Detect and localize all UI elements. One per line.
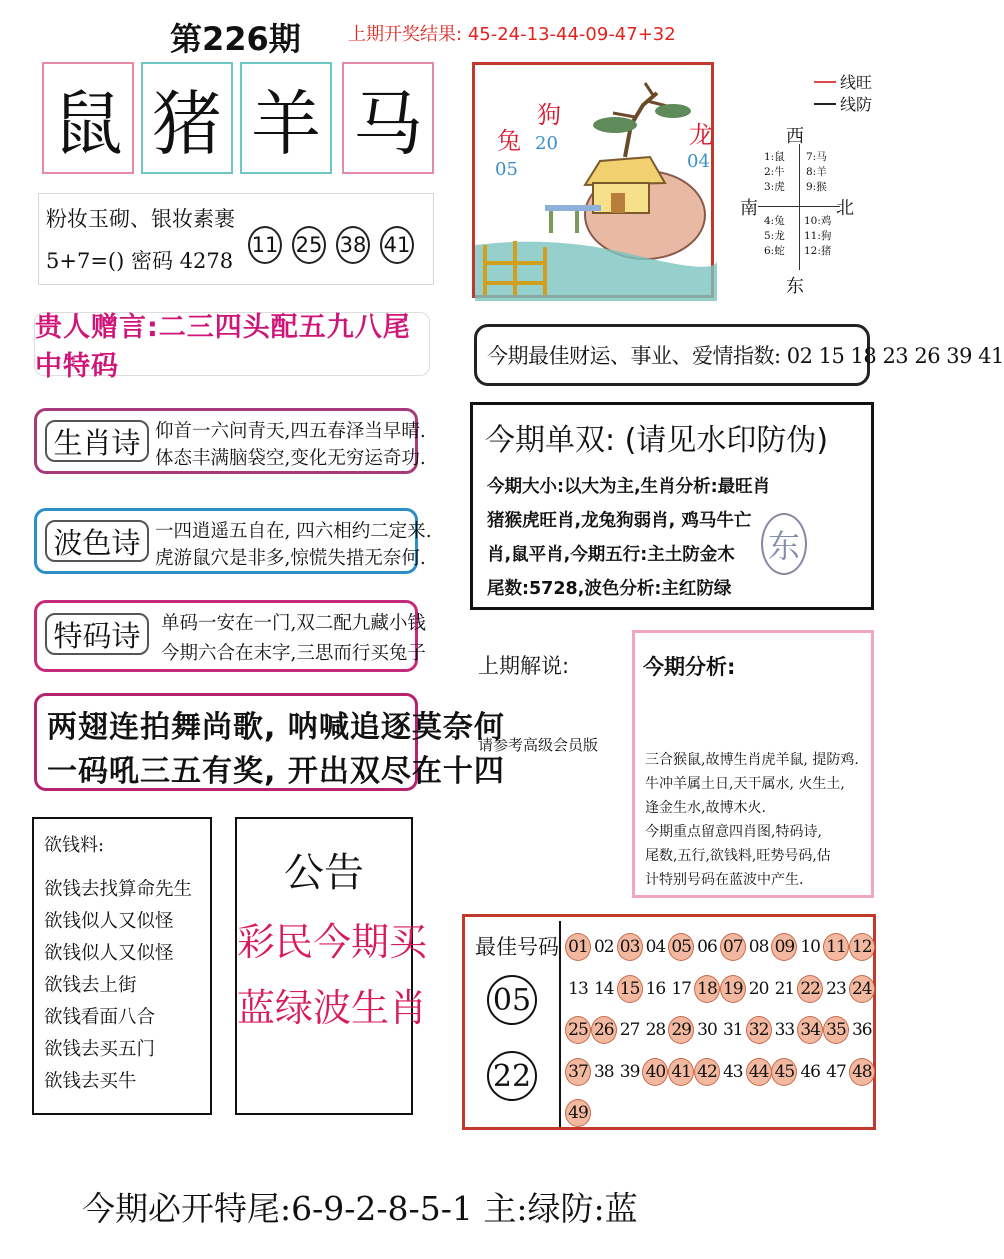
best-number-main: 22 — [487, 1051, 537, 1101]
money-title: 欲钱料: — [44, 835, 105, 856]
grid-number: 31 — [722, 1020, 743, 1040]
compass-cell-item: 8:羊 — [806, 166, 827, 178]
poem-tag: 波色诗 — [45, 520, 149, 562]
last-result-numbers: 45-24-13-44-09-47+32 — [467, 24, 676, 45]
single-double-line: 今期大小:以大为主,生肖分析:最旺肖 — [487, 477, 771, 497]
compass-top-right — [806, 150, 827, 195]
single-double-box — [470, 402, 874, 610]
grid-number: 26 — [591, 1016, 617, 1044]
grid-number: 30 — [697, 1020, 717, 1040]
zodiac-box-1: 鼠 — [42, 62, 134, 174]
grid-number: 38 — [593, 1061, 614, 1082]
legend-wang-text: 线旺 — [840, 73, 873, 92]
analysis-title: 今期分析: — [643, 655, 736, 679]
grid-number: 41 — [668, 1058, 694, 1086]
last-result-label: 上期开奖结果: — [348, 24, 463, 45]
pic-label-dragon: 龙 — [689, 121, 713, 149]
notice-box — [235, 817, 428, 1115]
grid-number: 35 — [823, 1016, 849, 1044]
money-item: 欲钱似人又似怪 — [44, 911, 174, 932]
grid-number: 37 — [565, 1058, 591, 1086]
zodiac-box-3: 羊 — [240, 62, 332, 174]
money-item: 欲钱去找算命先生 — [44, 879, 193, 900]
poem-line: 仰首一六问青天,四五春泽当早晴. — [155, 421, 426, 442]
pic-label-rabbit: 兔 — [497, 127, 521, 155]
grid-number: 24 — [849, 975, 875, 1003]
pic-num-dog: 20 — [535, 133, 558, 154]
landscape-illustration — [475, 65, 717, 301]
grid-number: 46 — [800, 1061, 820, 1082]
zodiac-picture — [472, 62, 714, 298]
grid-number: 48 — [849, 1058, 875, 1086]
legend-red-line — [814, 81, 836, 83]
grid-number: 01 — [565, 933, 591, 961]
best-numbers-box — [462, 914, 876, 1130]
notice-line: 彩民今期买 — [237, 920, 428, 964]
money-item: 欲钱去买五门 — [44, 1039, 156, 1060]
hint-line-2: 5+7=() 密码 4278 — [46, 249, 234, 273]
pic-num-dragon: 04 — [687, 151, 710, 172]
analysis-line: 尾数,五行,欲钱料,旺势号码,估 — [645, 848, 831, 864]
grid-number: 25 — [565, 1016, 591, 1044]
grid-number: 06 — [697, 937, 717, 957]
grid-number: 23 — [826, 978, 846, 999]
grid-number: 04 — [645, 937, 666, 957]
poem-line: 体态丰满脑袋空,变化无穷运奇功. — [155, 448, 426, 469]
notice-title: 公告 — [284, 850, 364, 896]
notice-line: 蓝绿波生肖 — [237, 986, 428, 1030]
grid-number: 17 — [671, 978, 691, 999]
compass-bottom-left — [764, 214, 785, 259]
analysis-line: 逢金生水,故博木火. — [645, 800, 766, 816]
guiren-banner: 贵人赠言:二三四头配五九八尾中特码 — [34, 312, 430, 376]
hint-number: 25 — [292, 226, 326, 264]
grid-number: 49 — [565, 1099, 591, 1127]
hint-number: 41 — [380, 226, 414, 264]
grid-number: 43 — [722, 1061, 743, 1082]
compass-cell-item: 6:蛇 — [764, 245, 785, 257]
single-double-line: 尾数:5728,波色分析:主红防绿 — [487, 579, 732, 599]
single-double-title: 今期单双: (请见水印防伪) — [485, 423, 829, 458]
grid-number: 47 — [826, 1061, 846, 1082]
grid-number: 07 — [720, 933, 746, 961]
poem-shengxiao — [34, 408, 426, 474]
grid-number: 36 — [851, 1020, 872, 1040]
grid-number: 29 — [668, 1016, 694, 1044]
compass-cell-item: 3:虎 — [764, 181, 785, 193]
poem-tag: 特码诗 — [45, 613, 149, 655]
last-issue-title: 上期解说: — [478, 654, 570, 678]
big-verse-line: 一码吼三五有奖, 开出双尽在十四 — [47, 754, 505, 789]
grid-number: 21 — [774, 978, 795, 999]
best-number-main: 05 — [487, 975, 537, 1025]
compass-cell-item: 9:猴 — [806, 181, 827, 193]
compass-east: 东 — [786, 276, 804, 297]
analysis-line: 今期重点留意四肖图,特码诗, — [645, 824, 822, 840]
grid-number: 13 — [568, 978, 588, 999]
poem-line: 今期六合在末字,三思而行买兔子 — [161, 643, 426, 664]
grid-number: 33 — [774, 1020, 795, 1040]
compass-cell-item: 2:牛 — [764, 166, 785, 178]
grid-number: 45 — [771, 1058, 797, 1086]
poem-line: 一四逍遥五自在, 四六相约二定来. — [155, 521, 432, 542]
compass-cell-item: 5:龙 — [764, 230, 785, 242]
grid-number: 12 — [849, 933, 875, 961]
footer-tail: 今期必开特尾:6-9-2-8-5-1 主:绿防:蓝 — [82, 1189, 638, 1228]
compass-cell-item: 1:鼠 — [764, 151, 785, 163]
compass-hline — [758, 206, 840, 207]
compass-cell-item: 10:鸡 — [804, 215, 832, 227]
grid-number: 44 — [746, 1058, 772, 1086]
grid-number: 20 — [748, 978, 769, 999]
legend-wang — [814, 70, 872, 93]
grid-number: 19 — [720, 975, 746, 1003]
analysis-line: 计特别号码在蓝波中产生. — [645, 872, 804, 888]
compass-west: 西 — [786, 126, 804, 147]
compass-north: 北 — [836, 198, 854, 219]
big-verse-line: 两翅连拍舞尚歌, 呐喊追逐莫奈何 — [47, 710, 505, 745]
last-issue-sub: 请参考高级会员版 — [478, 736, 599, 754]
single-double-line: 猪猴虎旺肖,龙兔狗弱肖, 鸡马牛亡 — [487, 511, 752, 531]
grid-number: 32 — [746, 1016, 772, 1044]
compass-cell-item: 12:猪 — [804, 245, 832, 257]
legend-fang — [814, 92, 872, 115]
pic-label-dog: 狗 — [537, 101, 561, 129]
grid-number: 28 — [645, 1020, 666, 1040]
grid-number: 40 — [642, 1058, 668, 1086]
grid-number: 27 — [619, 1020, 640, 1040]
last-result — [348, 20, 676, 46]
compass-cell-item: 4:兔 — [764, 215, 785, 227]
grid-number: 18 — [694, 975, 720, 1003]
grid-number: 02 — [593, 937, 614, 957]
lucky-index: 今期最佳财运、事业、爱情指数: 02 15 18 23 26 39 41 — [474, 324, 870, 386]
pic-num-rabbit: 05 — [495, 159, 518, 180]
grid-number: 15 — [617, 975, 643, 1003]
grid-number: 03 — [617, 933, 643, 961]
poem-line: 单码一安在一门,双二配九藏小钱 — [161, 613, 426, 634]
grid-number: 22 — [797, 975, 823, 1003]
zodiac-box-2: 猪 — [141, 62, 233, 174]
poem-bose — [34, 508, 432, 574]
issue-number: 第226期 — [170, 20, 301, 58]
grid-number: 14 — [593, 978, 614, 999]
compass-cell-item: 11:狗 — [804, 230, 832, 242]
grid-number: 09 — [771, 933, 797, 961]
legend-black-line — [814, 103, 836, 105]
zodiac-box-4: 马 — [342, 62, 434, 174]
grid-number: 11 — [823, 933, 849, 961]
grid-number: 34 — [797, 1016, 823, 1044]
grid-number: 08 — [748, 937, 769, 957]
grid-number: 10 — [800, 937, 820, 957]
compass-bottom-right — [804, 214, 831, 259]
legend-fang-text: 线防 — [840, 95, 873, 114]
money-item: 欲钱去买牛 — [44, 1071, 137, 1092]
grid-number: 05 — [668, 933, 694, 961]
compass-top-left — [764, 150, 785, 195]
analysis-box — [632, 630, 874, 898]
analysis-line: 三合猴鼠,故博生肖虎羊鼠, 提防鸡. — [645, 752, 859, 768]
big-verse-box — [34, 693, 505, 791]
number-grid — [559, 921, 875, 1127]
analysis-line: 牛冲羊属土日,天干属水, 火生土, — [645, 776, 845, 792]
compass-cell-item: 7:马 — [806, 151, 827, 163]
single-double-line: 肖,鼠平肖,今期五行:主土防金木 — [487, 545, 735, 565]
best-numbers-label: 最佳号码 — [475, 935, 559, 959]
hint-number: 11 — [248, 226, 282, 264]
grid-number: 39 — [619, 1061, 640, 1082]
watermark-stamp: 东 — [761, 513, 807, 575]
grid-number: 42 — [694, 1058, 720, 1086]
poem-tema — [34, 600, 426, 672]
poem-tag: 生肖诗 — [45, 420, 149, 462]
hint-number: 38 — [336, 226, 370, 264]
compass-vline — [799, 144, 800, 270]
money-item: 欲钱似人又似怪 — [44, 943, 174, 964]
hint-line-1: 粉妆玉砌、银妆素裹 — [46, 207, 235, 231]
money-box — [32, 817, 212, 1115]
grid-number: 16 — [645, 978, 666, 999]
money-item: 欲钱看面八合 — [44, 1007, 156, 1028]
money-item: 欲钱去上街 — [44, 975, 137, 996]
poem-line: 虎游鼠穴是非多,惊慌失措无奈何. — [155, 548, 426, 569]
compass-south: 南 — [740, 198, 758, 219]
